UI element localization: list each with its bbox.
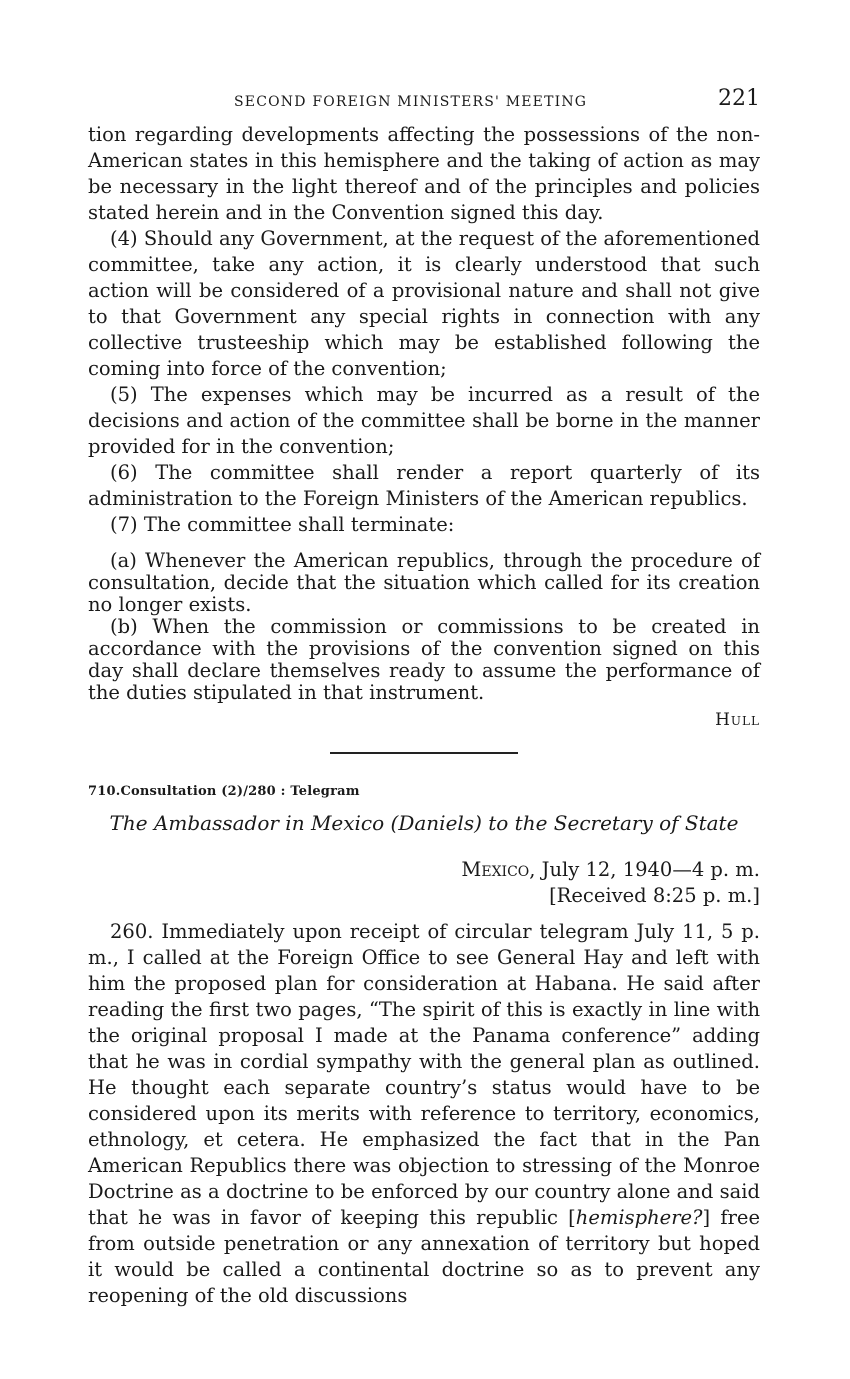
telegram-text-pre: 260. Immediately upon receipt of circular telegram July 11, 5 p. m., I called at the Foreign Office to see General Hay and left with him the proposed plan for consideration at Habana. He said after reading the first two pages, “The spirit of this is exactly in line with the original proposal I made at the Panama conference” adding that he was in cordial sympathy with the general plan as outlined. He thought each separate country’s status would have to be considered upon its merits with reference to territory, economics, ethnology, et cetera. He emphasized the fact that in the Pan American Republics there was objection to stressing of the Monroe Doctrine as a doctrine to be enforced by our country alone and said that he was in favor of keeping this republic [ (88, 920, 760, 1229)
termination-clauses (88, 550, 760, 704)
clause-b (88, 616, 760, 704)
clause-a (88, 550, 760, 616)
clause-b-marker: (b) (110, 615, 138, 638)
paragraph-item-5: (5) The expenses which may be incurred as a result of the decisions and action of the committee shall be borne in the manner provided for in the convention; (88, 383, 760, 458)
telegram-paragraph (88, 919, 760, 1309)
dateline-received: [Received 8:25 p. m.] (549, 884, 760, 907)
dateline (88, 857, 760, 909)
heading-pre: The Ambassador in Mexico ( (109, 811, 399, 835)
paragraph-item-4: (4) Should any Government, at the request of the aforementioned committee, take any action, it is clearly understood that such action will be considered of a provisional nature and shall not give to that Government any special rights in connection with any collective trusteeship which may be established following the coming into force of the convention; (88, 227, 760, 380)
telegram-text-post: ] free from outside penetration or any annexation of territory but hoped it would be called a continental doctrine so as to prevent any reopening of the old discussions (88, 1206, 760, 1307)
clause-b-text: When the commission or commissions to be created in accordance with the provisions of the convention signed on this day shall declare themselves ready to assume the performance of the duties stipulated in that instrument. (88, 615, 760, 704)
document-heading (88, 811, 760, 835)
heading-post: ) to the Secretary of State (474, 811, 739, 835)
signature: Hull (715, 710, 760, 730)
file-reference: 710.Consultation (2)/280 : Telegram (88, 784, 360, 799)
dateline-place: Mexico (461, 858, 530, 881)
clause-a-marker: (a) (110, 549, 137, 572)
heading-name: Daniels (398, 811, 475, 835)
running-title: SECOND FOREIGN MINISTERS' MEETING (234, 94, 588, 110)
running-head (88, 82, 760, 122)
page-number: 221 (718, 86, 760, 111)
paragraph-continued: tion regarding developments affecting the possessions of the non-American states in this hemisphere and the taking of action as may be necessary in the light thereof and of the principles and policies stated herein and in the Convention signed this day. (88, 123, 760, 224)
paragraph-item-6: (6) The committee shall render a report quarterly of its administration to the Foreign Ministers of the American republics. (88, 461, 760, 510)
section-divider (330, 752, 518, 754)
telegram-body (88, 919, 760, 1309)
resolution-continuation (88, 122, 760, 538)
dateline-sent (88, 857, 760, 883)
paragraph-item-7: (7) The committee shall terminate: (110, 513, 455, 536)
clause-a-text: Whenever the American republics, through the procedure of consultation, decide that the situation which called for its creation no longer exists. (88, 549, 760, 616)
document-page (88, 82, 760, 1309)
dateline-date: , July 12, 1940—4 p. m. (529, 858, 760, 881)
telegram-editorial-insert: hemisphere? (575, 1206, 703, 1229)
